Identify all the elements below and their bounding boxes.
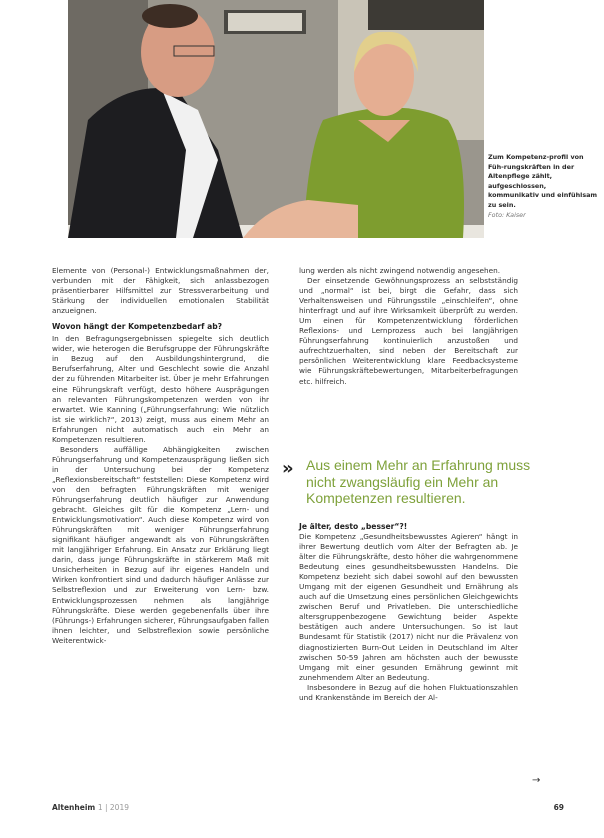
left-column: [52, 266, 269, 646]
paragraph: Der einsetzende Gewöhnungsprozess an selbstständig und „normal“ ist bei, birgt die Gefahr, dass sich Verhaltensweisen und Führungsstile „einschleifen“, ohne hinterfragt und auf ihre Wirksamkeit überprüft zu werden. Um einen für Kompetenzentwicklung förderlichen Reflexions- und Lernprozess auch bei langjährigen Führungserfahrung kontinuierlich anzustoßen und aufrechtzuerhalten, sind neben der Bereitschaft zur persönlichen Weiterentwicklung klare Feedbacksysteme wie Führungskräftebewertungen, Mitarbeiterbefragungen etc. hilfreich.: [299, 276, 518, 386]
paragraph: Besonders auffällige Abhängigkeiten zwischen Führungserfahrung und Kompetenzausprägung ließen sich in der Untersuchung bei der Kompetenz „Reflexionsbereitschaft“ feststellen: Diese Kompetenz wird von den befragten Führungskräften mit weniger Führungserfahrung deutlich häufiger zur Anwendung gebracht. Gleiches gilt für die Kompetenz „Lern- und Entwicklungsmotivation“. Auch diese Kompetenz wird von Führungskräften mit weniger Führungserfahrung signifikant häufiger angewandt als von Führungskräften mit langjähriger Erfahrung. Ein Ansatz zur Erklärung liegt darin, dass junge Führungskräfte in stärkerem Maß mit Unsicherheiten in Bezug auf ihr eigenes Handeln und Wirken konfrontiert sind und dadurch häufiger Anlässe zur Selbstreflexion und zur Erweiterung von Lern- bzw. Entwicklungsprozessen nehmen als langjährige Führungskräfte. Diese werden gegebenenfalls über ihre (Führungs-) Erfahrungen sicherer, Führungsaufgaben fallen ihnen leichter, und Selbstreflexion sowie persönliche Weiterentwick-: [52, 444, 269, 645]
quote-mark-icon: »: [282, 458, 290, 479]
pull-quote: [282, 457, 532, 507]
section-heading: Je älter, desto „besser“?!: [299, 522, 408, 531]
page-number: 69: [553, 803, 564, 812]
paragraph: lung werden als nicht zwingend notwendig angesehen.: [299, 266, 501, 275]
footer-magazine: [52, 803, 129, 812]
pull-quote-text: Aus einem Mehr an Erfahrung muss nicht zwangsläufig ein Mehr an Kompetenzen resultieren.: [306, 457, 531, 506]
issue-number: 1 | 2019: [97, 803, 129, 812]
paragraph: Die Kompetenz „Gesundheitsbewusstes Agieren“ hängt in ihrer Bewertung deutlich vom Alter der Befragten ab. Je älter die Führungskräfte, desto höher die wahrgenommene Bedeutung eines gesundheitsbewussten Handelns. Die Kompetenz bezieht sich dabei sowohl auf den bewussten Umgang mit der eigenen Gesundheit und Ernährung als auch auf die Umsetzung eines persönlichen Gleichgewichts zwischen Beruf und Privatleben. Die unterschiedliche altersgruppenbezogene Gewichtung beider Aspekte bestätigen auch andere Untersuchungen. So ist laut Bundesamt für Statistik (2017) nicht nur die Prävalenz von diagnostizierten Burn-Out Leiden in Deutschland im Alter zwischen 50-59 Jahren am höchsten auch der bewusste Umgang mit einer gesunden Ernährung gewinnt mit zunehmendem Alter an Bedeutung.: [299, 532, 518, 682]
photo-credit: Foto: Kaiser: [488, 210, 526, 219]
magazine-name: Altenheim: [52, 803, 96, 812]
paragraph: Insbesondere in Bezug auf die hohen Fluktuationszahlen und Krankenstände im Bereich der Al-: [299, 682, 518, 702]
caption-text: Zum Kompetenz-profil von Füh-rungskräften in der Altenpflege zählt, aufgeschlossen, kommunikativ und einfühlsam zu sein.: [488, 153, 598, 209]
article-photo: [68, 0, 484, 238]
paragraph: Elemente von (Personal-) Entwicklungsmaßnahmen der, verbunden mit der Fähigkeit, sich anlassbezogen präsentierbarer Hilfsmittel zur Stressverarbeitung und Stärkung der individuellen emotionalen Stabilität anzueignen.: [52, 266, 269, 316]
right-column-continued: [299, 532, 518, 703]
continue-arrow-icon: →: [532, 775, 541, 786]
paragraph: In den Befragungsergebnissen spiegelte sich deutlich wider, wie heterogen die Berufsgruppe der Führungskräfte in Bezug auf den Ausbildungshintergrund, die Berufserfahrung, Alter und Geschlecht sowie die Anzahl der zu führenden Mitarbeiter ist. Über je mehr Erfahrungen eine Führungskraft verfügt, desto höhere Ausprägungen an relevanten Führungskompetenzen werden von ihr erwartet. Wie Kanning („Führungserfahrung: Wie nützlich ist sie wirklich?“, 2013) zeigt, muss aus einem Mehr an Erfahrungen nicht automatisch auch ein Mehr an Kompetenzen resultieren.: [52, 334, 269, 444]
section-heading: Wovon hängt der Kompetenzbedarf ab?: [52, 322, 223, 332]
right-column: [299, 266, 518, 387]
photo-caption: [488, 153, 598, 220]
